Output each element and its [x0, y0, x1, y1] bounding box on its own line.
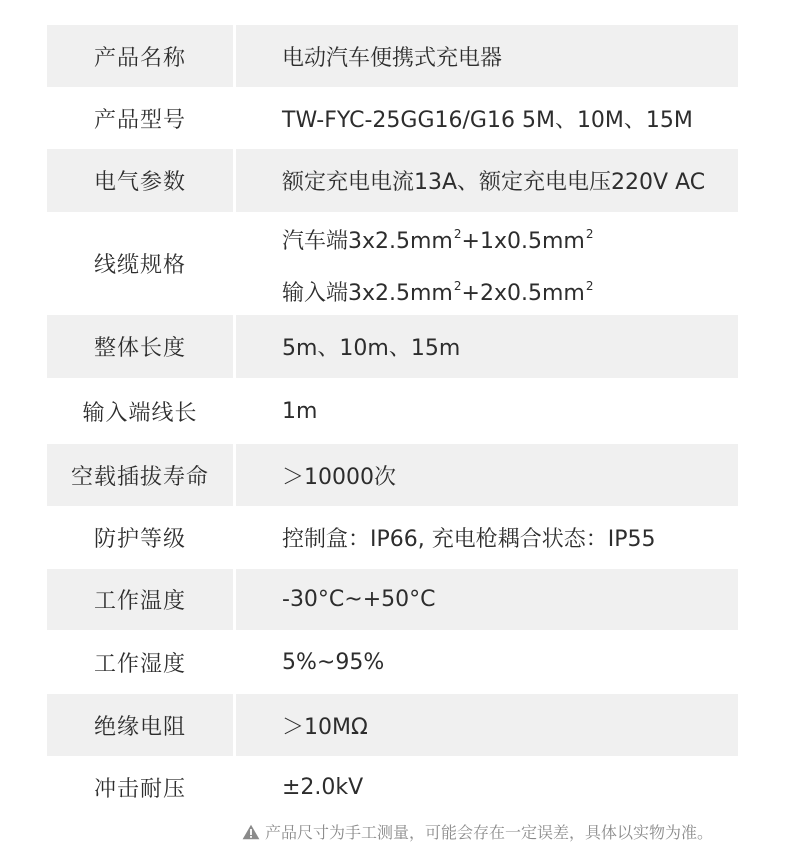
- spec-label: 工作湿度: [93, 651, 186, 677]
- spec-row-plug-life: [47, 444, 738, 506]
- spec-row-protection: [47, 506, 738, 569]
- spec-value: 控制盒：IP66, 充电枪耦合状态：IP55: [282, 527, 656, 552]
- spec-label: 输入端线长: [82, 400, 198, 426]
- spec-label: 空载插拔寿命: [47, 444, 233, 506]
- spec-value: TW-FYC-25GG16/G16 5M、10M、15M: [282, 107, 693, 133]
- disclaimer-text: 产品尺寸为手工测量，可能会存在一定误差，具体以实物为准。: [265, 823, 714, 842]
- spec-row-cable: [47, 212, 738, 315]
- spec-value: -30°C~+50°C: [236, 569, 738, 630]
- spec-label: 冲击耐压: [93, 777, 186, 802]
- spec-value: 5%~95%: [282, 649, 385, 675]
- spec-value: ＞10MΩ: [236, 694, 738, 756]
- spec-row-impulse-voltage: [47, 756, 738, 819]
- spec-row-length: [47, 315, 738, 378]
- spec-row-input-length: [47, 378, 738, 444]
- spec-label: 绝缘电阻: [47, 694, 233, 756]
- spec-value: [236, 212, 738, 315]
- cable-spec-line: 输入端$3x2.5mm^2+2x0.5mm^2$: [282, 278, 594, 306]
- spec-table: [47, 25, 738, 819]
- spec-value: 额定充电电流13A、额定充电电压220V AC: [236, 149, 738, 212]
- warning-icon: [242, 824, 260, 840]
- cable-spec-line: 汽车端$3x2.5mm^2+1x0.5mm^2$: [282, 226, 594, 254]
- spec-label: 产品名称: [47, 25, 233, 87]
- spec-value: ＞10000次: [236, 444, 738, 506]
- spec-value: ±2.0kV: [282, 775, 364, 800]
- spec-value: 1m: [282, 398, 318, 424]
- spec-label: 整体长度: [47, 315, 233, 378]
- spec-row-electrical: [47, 149, 738, 212]
- spec-label: 线缆规格: [93, 253, 186, 278]
- spec-label: 防护等级: [93, 527, 186, 552]
- spec-row-model: [47, 87, 738, 149]
- spec-label: 产品型号: [93, 107, 186, 133]
- spec-value: 5m、10m、15m: [236, 315, 738, 378]
- spec-value: 电动汽车便携式充电器: [236, 25, 738, 87]
- spec-row-humidity: [47, 630, 738, 694]
- spec-row-product-name: [47, 25, 738, 87]
- spec-row-temperature: [47, 569, 738, 630]
- spec-label: 工作温度: [47, 569, 233, 630]
- spec-row-insulation: [47, 694, 738, 756]
- measurement-disclaimer: [242, 820, 713, 843]
- spec-label: 电气参数: [47, 149, 233, 212]
